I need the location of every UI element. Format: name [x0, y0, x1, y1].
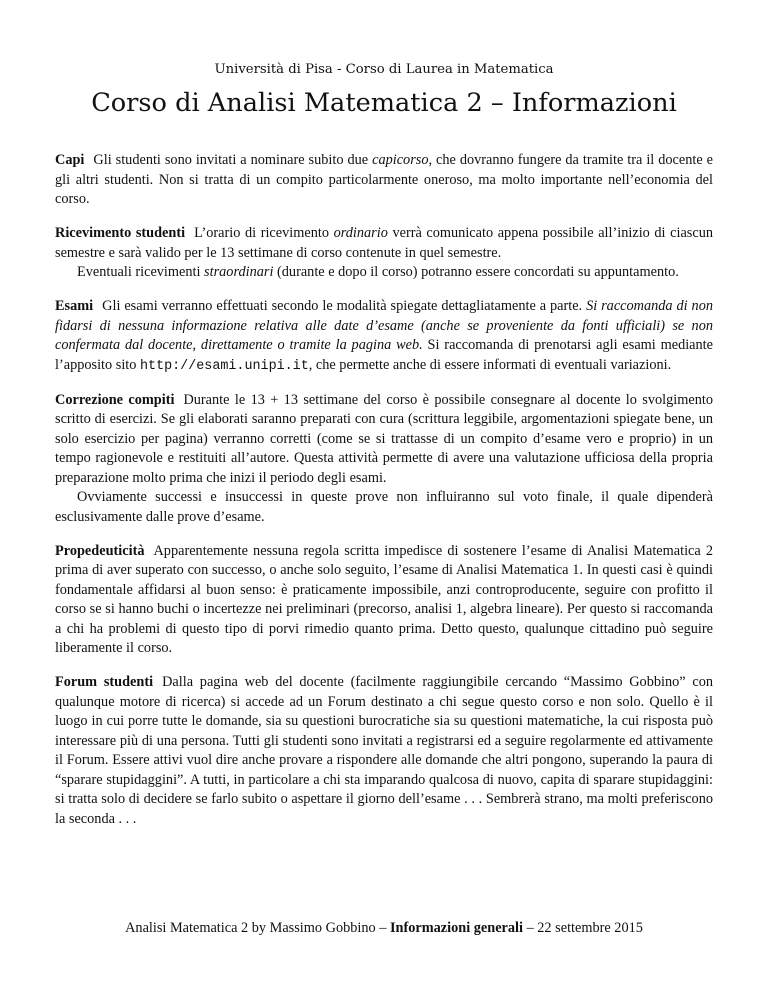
- section-esami: [55, 297, 713, 376]
- page-footer: [0, 919, 768, 937]
- forum-paragraph: [55, 673, 713, 829]
- esami-text-a: Gli esami verranno effettuati secondo le modalità spiegate dettagliatamente a parte.: [102, 298, 583, 314]
- esami-url-link[interactable]: http://esami.unipi.it: [140, 358, 309, 374]
- correzione-paragraph-1: [55, 391, 713, 489]
- propedeuticita-text: Apparentemente nessuna regola scritta impedisce di sostenere l’esame di Analisi Matematica 2 prima di aver superato con successo, o anche solo seguito, l’esame di Analisi Matematica 1. In questi casi è quindi fondamentale affidarsi al buon senso: è praticamente impossibile, anzi controproducente, seguire con profitto il corso se si hanno buchi o incertezze nei preliminari (precorso, analisi 1, algebra lineare). Per questo si raccomanda a chi ha problemi di questo tipo di porvi rimedio quanto prima. Detto questo, qualunque cittadino può seguire liberamente il corso.: [55, 542, 713, 656]
- section-heading: Capi: [55, 152, 85, 168]
- ricevimento-text-b: verrà comunicato appena possibile all’inizio di ciascun semestre e sarà valido per le 13 settimane di corso contenute in quel semestre.: [55, 225, 713, 261]
- section-capi: [55, 151, 713, 210]
- section-correzione: [55, 391, 713, 528]
- capi-paragraph: [55, 151, 713, 210]
- document-body: [55, 151, 713, 844]
- esami-text-c: , che permette anche di essere informati di eventuali variazioni.: [308, 356, 672, 373]
- forum-text: Dalla pagina web del docente (facilmente raggiungibile cercando “Massimo Gobbino” con qualunque motore di ricerca) si accede ad un Forum destinato a chi segue questo corso e non solo. Quello è il luogo in cui porre tutte le domande, sia su questioni burocratiche sia su questioni matematiche, la cui risposta può interessare più di una persona. Tutti gli studenti sono invitati a registrarsi ed a seguire regolarmente ed attivamente il Forum. Essere attivi vuol dire anche provare a rispondere alle domande che altri pongono, superando la paura di “sparare stupidaggini”. A tutti, in particolare a chi sta imparando qualcosa di nuovo, capita di sparare stupidaggini: si tratta solo di decidere se farlo subito o aspettare il giorno dell’esame . . . Sembrerà strano, ma molti preferiscono la seconda . . .: [55, 674, 714, 827]
- section-heading: Forum studenti: [55, 674, 154, 690]
- ricevimento-emphasis: ordinario: [333, 225, 388, 241]
- propedeuticita-paragraph: [55, 542, 713, 659]
- ricevimento-text-a: L’orario di ricevimento: [194, 225, 329, 241]
- capi-text-a: Gli studenti sono invitati a nominare subito due: [93, 152, 369, 168]
- correzione-text: Durante le 13 + 13 settimane del corso è possibile consegnare al docente lo svolgimento scritto di esercizi. Se gli elaborati saranno preparati con cura (scrittura leggibile, argomentazioni spiegate bene, un solo esercizio per pagina) verranno corretti (come se si trattasse di un compito d’esame vero e proprio) in un tempo ragionevole e restituiti all’autore. Questa attività permette di avere una valutazione ufficiosa della propria preparazione molto prima che inizi il periodo degli esami.: [55, 391, 713, 486]
- capi-emphasis: capicorso: [372, 152, 429, 168]
- section-heading: Correzione compiti: [55, 391, 175, 408]
- section-ricevimento: [55, 224, 713, 283]
- ricevimento-emphasis-2: straordinari: [204, 264, 274, 280]
- document-title: Corso di Analisi Matematica 2 – Informazioni: [91, 88, 677, 118]
- section-heading: Esami: [55, 298, 94, 314]
- ricevimento-text-c: Eventuali ricevimenti: [77, 264, 201, 280]
- esami-text-b: Si raccomanda di prenotarsi agli esami mediante l’apposito sito: [55, 337, 713, 373]
- document-header: [0, 62, 768, 118]
- footer-suffix: – 22 settembre 2015: [526, 920, 643, 936]
- esami-paragraph: [55, 297, 713, 376]
- section-heading: Ricevimento studenti: [55, 225, 186, 241]
- esami-emphasis: Si raccomanda di non fidarsi di nessuna informazione relativa alle date d’esame (anche se proveniente da fonti ufficiali) se non confermata dal docente, direttamente o tramite la pagina web.: [55, 298, 713, 353]
- footer-bold: Informazioni generali: [389, 920, 523, 936]
- correzione-paragraph-2: Ovviamente successi e insuccessi in queste prove non influiranno sul voto finale, il quale dipenderà esclusivamente dalle prove d’esame.: [55, 489, 713, 525]
- footer-prefix: Analisi Matematica 2 by Massimo Gobbino –: [125, 920, 387, 936]
- ricevimento-paragraph-1: [55, 224, 713, 263]
- ricevimento-text-d: (durante e dopo il corso) potranno essere concordati su appuntamento.: [277, 264, 679, 280]
- capi-text-b: , che dovranno fungere da tramite tra il docente e gli altri studenti. Non si tratta di un compito particolarmente oneroso, ma molto importante nell’economia del corso.: [55, 152, 714, 207]
- section-forum: [55, 673, 713, 829]
- section-heading: Propedeuticità: [55, 542, 145, 559]
- section-propedeuticita: [55, 542, 713, 659]
- institution-line: Università di Pisa - Corso di Laurea in Matematica: [214, 62, 554, 77]
- ricevimento-paragraph-2: [55, 263, 713, 283]
